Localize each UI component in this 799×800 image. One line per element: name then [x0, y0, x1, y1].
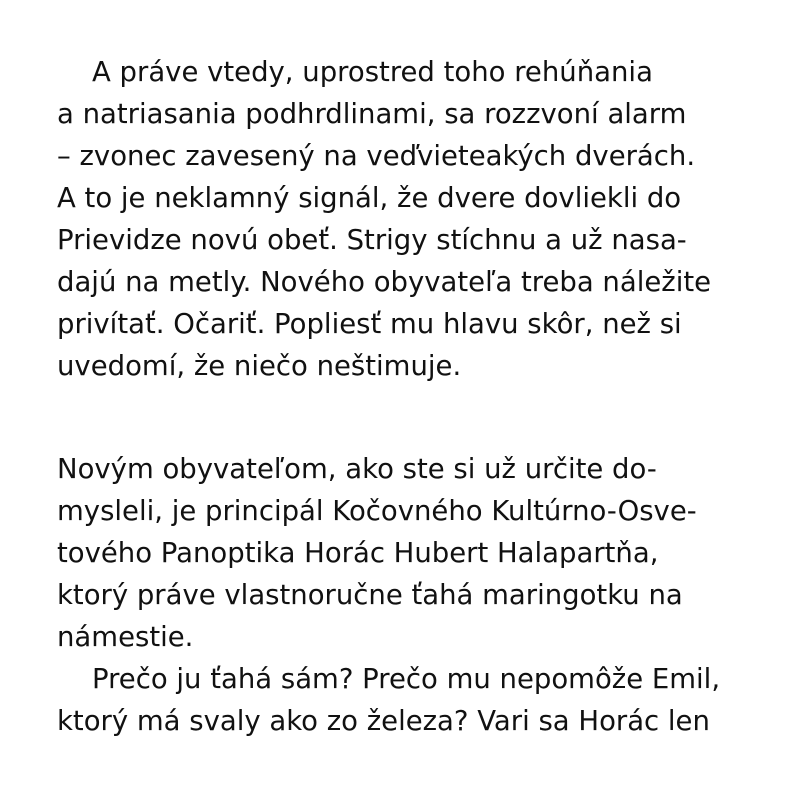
text-line: privítať. Očariť. Popliesť mu hlavu skôr, než si	[57, 308, 682, 340]
text-line: Novým obyvateľom, ako ste si už určite do-	[57, 453, 657, 485]
text-line: Prievidze novú obeť. Strigy stíchnu a už nasa-	[57, 224, 687, 256]
text-line: a natriasania podhrdlinami, sa rozzvoní alarm	[57, 98, 687, 130]
text-line: ktorý má svaly ako zo železa? Vari sa Horác len	[57, 705, 710, 737]
text-line: tového Panoptika Horác Hubert Halapartňa,	[57, 537, 659, 569]
text-line: uvedomí, že niečo neštimuje.	[57, 350, 462, 382]
text-line: A práve vtedy, uprostred toho rehúňania	[92, 56, 653, 88]
text-line: Prečo ju ťahá sám? Prečo mu nepomôže Emil,	[92, 663, 721, 695]
text-line: A to je neklamný signál, že dvere dovliekli do	[57, 182, 682, 214]
text-line: – zvonec zavesený na veďvieteakých dverách.	[57, 140, 696, 172]
text-line: dajú na metly. Nového obyvateľa treba náležite	[57, 266, 712, 298]
text-line: námestie.	[57, 621, 194, 653]
text-line: mysleli, je principál Kočovného Kultúrno-Osve-	[57, 495, 697, 527]
text-line: ktorý práve vlastnoručne ťahá maringotku na	[57, 579, 683, 611]
